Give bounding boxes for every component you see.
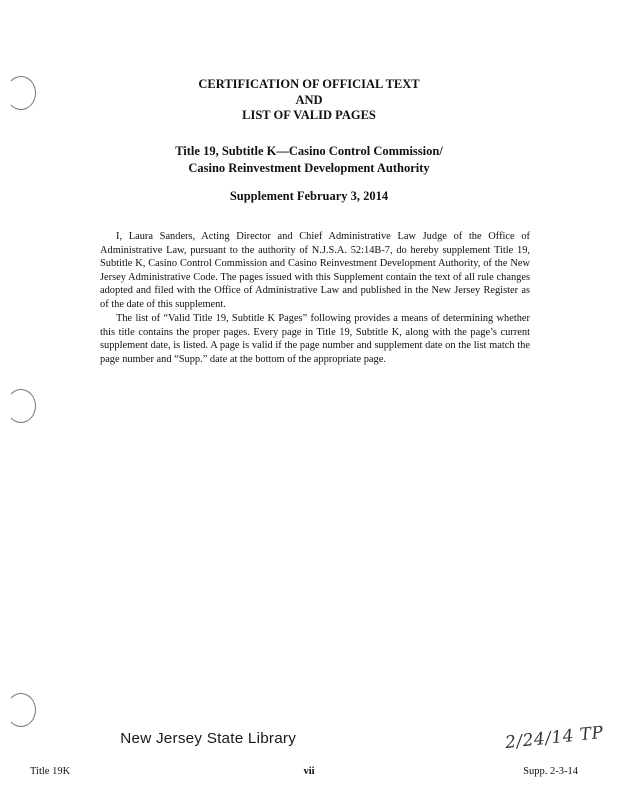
- punch-hole-bottom: [6, 693, 36, 727]
- certification-heading: [0, 77, 618, 124]
- footer-title: Title 19K: [30, 766, 71, 777]
- supplement-date: Supplement February 3, 2014: [229, 189, 389, 203]
- certification-paragraph: I, Laura Sanders, Acting Director and Chief Administrative Law Judge of the Office of Administrative Law, pursuant to the authority of N.J.S.A. 52:14B-7, do hereby supplement Title 19, Subtitle K, Casino Control Commission and Casino Reinvestment Development Authority, of the New Jersey Administrative Code. The pages issued with this Supplement contain the text of all rule changes adopted and filed with the Office of Administrative Law and published in the New Jersey Register as of the date of this supplement.: [100, 231, 530, 310]
- footer-supplement: Supp. 2-3-14: [523, 766, 578, 777]
- title-subtitle: [0, 143, 618, 176]
- valid-pages-paragraph: The list of “Valid Title 19, Subtitle K Pages” following provides a means of determining whether this title contains the proper pages. Every page in Title 19, Subtitle K, along with the page’s current supplement date, is listed. A page is valid if the page number and supplement date on the list match the page number and “Supp.” date at the bottom of the appropriate page.: [100, 313, 530, 365]
- handwritten-note: 2/24/14 TP: [504, 722, 605, 754]
- footer-page-number: vii: [303, 766, 315, 777]
- subtitle-line-1: Title 19, Subtitle K—Casino Control Commission/: [175, 144, 443, 158]
- punch-hole-middle: [6, 389, 36, 423]
- heading-line-3: LIST OF VALID PAGES: [242, 108, 376, 122]
- subtitle-line-2: Casino Reinvestment Development Authority: [188, 160, 430, 175]
- heading-line-2: AND: [295, 92, 323, 107]
- library-stamp: New Jersey State Library: [120, 730, 297, 747]
- heading-line-1: CERTIFICATION OF OFFICIAL TEXT: [198, 77, 420, 91]
